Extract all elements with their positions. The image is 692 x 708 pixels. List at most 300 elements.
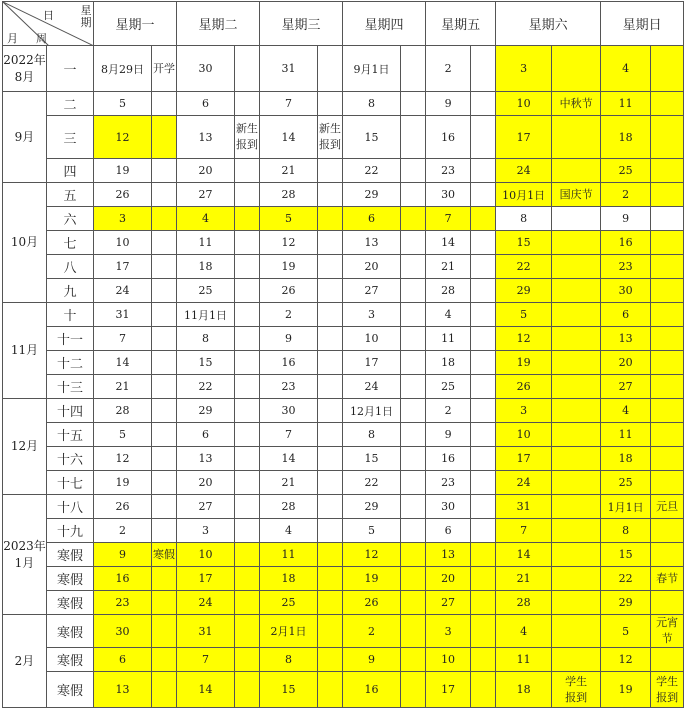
date-cell: 22: [343, 471, 401, 495]
date-cell: 2: [94, 519, 152, 543]
date-cell: 12: [601, 648, 651, 672]
note-cell: [318, 183, 343, 207]
week-number: 十三: [47, 375, 94, 399]
date-cell: 8: [601, 519, 651, 543]
date-cell: 5: [94, 423, 152, 447]
note-cell: [401, 399, 426, 423]
date-cell: 18: [260, 567, 318, 591]
date-cell: 5: [260, 207, 318, 231]
note-cell: [401, 567, 426, 591]
calendar-body: [3, 46, 684, 708]
note-cell: [152, 207, 177, 231]
date-cell: 13: [177, 116, 235, 159]
note-cell: [318, 591, 343, 615]
date-cell: 4: [426, 303, 471, 327]
note-cell: [235, 159, 260, 183]
note-cell: [235, 648, 260, 672]
date-cell: 8: [260, 648, 318, 672]
date-cell: 16: [343, 672, 401, 708]
note-cell: 中秋节: [552, 92, 601, 116]
week-row: [3, 648, 684, 672]
note-cell: [552, 543, 601, 567]
note-cell: [401, 327, 426, 351]
date-cell: 13: [177, 447, 235, 471]
note-cell: [152, 567, 177, 591]
week-row: [3, 207, 684, 231]
note-cell: [651, 519, 684, 543]
date-cell: 22: [177, 375, 235, 399]
note-cell: [401, 231, 426, 255]
note-cell: [471, 399, 496, 423]
date-cell: 30: [94, 615, 152, 648]
note-cell: [651, 207, 684, 231]
note-cell: [471, 672, 496, 708]
note-cell: [318, 543, 343, 567]
note-cell: [152, 648, 177, 672]
week-row: [3, 399, 684, 423]
date-cell: 9: [601, 207, 651, 231]
month-label: 2023年 1月: [3, 495, 47, 615]
date-cell: 19: [601, 672, 651, 708]
date-cell: 16: [94, 567, 152, 591]
note-cell: [152, 303, 177, 327]
date-cell: 18: [601, 116, 651, 159]
date-cell: 7: [426, 207, 471, 231]
date-cell: 14: [260, 447, 318, 471]
date-cell: 20: [177, 471, 235, 495]
date-cell: 20: [601, 351, 651, 375]
date-cell: 28: [260, 183, 318, 207]
note-cell: [471, 159, 496, 183]
note-cell: [235, 255, 260, 279]
note-cell: [471, 375, 496, 399]
note-cell: [318, 255, 343, 279]
week-number: 寒假: [47, 615, 94, 648]
date-cell: 3: [496, 46, 552, 92]
month-label: 2022年 8月: [3, 46, 47, 92]
date-cell: 11: [260, 543, 318, 567]
note-cell: [552, 519, 601, 543]
note-cell: [651, 447, 684, 471]
date-cell: 15: [343, 116, 401, 159]
date-cell: 9: [260, 327, 318, 351]
note-cell: [318, 672, 343, 708]
date-cell: 6: [177, 92, 235, 116]
date-cell: 9: [426, 92, 471, 116]
date-cell: 21: [260, 159, 318, 183]
date-cell: 12: [260, 231, 318, 255]
note-cell: [401, 159, 426, 183]
note-cell: [152, 495, 177, 519]
note-cell: [471, 92, 496, 116]
note-cell: [235, 543, 260, 567]
date-cell: 12: [496, 327, 552, 351]
note-cell: [152, 423, 177, 447]
week-row: [3, 303, 684, 327]
note-cell: [552, 303, 601, 327]
date-cell: 11: [177, 231, 235, 255]
note-cell: [471, 615, 496, 648]
note-cell: [471, 471, 496, 495]
date-cell: 12月1日: [343, 399, 401, 423]
note-cell: [152, 327, 177, 351]
date-cell: 13: [601, 327, 651, 351]
date-cell: 4: [496, 615, 552, 648]
note-cell: [152, 447, 177, 471]
date-cell: 24: [496, 159, 552, 183]
date-cell: 20: [343, 255, 401, 279]
note-cell: [401, 519, 426, 543]
note-cell: [318, 471, 343, 495]
date-cell: 10: [343, 327, 401, 351]
week-number: 寒假: [47, 567, 94, 591]
date-cell: 28: [94, 399, 152, 423]
note-cell: [401, 672, 426, 708]
note-cell: 国庆节: [552, 183, 601, 207]
date-cell: 11月1日: [177, 303, 235, 327]
note-cell: [152, 231, 177, 255]
note-cell: [552, 471, 601, 495]
week-number: 十二: [47, 351, 94, 375]
date-cell: 6: [177, 423, 235, 447]
header-day: 星期二: [177, 2, 260, 46]
week-number: 十五: [47, 423, 94, 447]
note-cell: [401, 351, 426, 375]
date-cell: 10: [426, 648, 471, 672]
date-cell: 22: [343, 159, 401, 183]
week-number: 十七: [47, 471, 94, 495]
note-cell: [318, 615, 343, 648]
corner-header: [3, 2, 94, 46]
week-row: [3, 279, 684, 303]
note-cell: [235, 615, 260, 648]
date-cell: 18: [426, 351, 471, 375]
date-cell: 6: [94, 648, 152, 672]
date-cell: 13: [426, 543, 471, 567]
note-cell: [235, 231, 260, 255]
week-row: [3, 471, 684, 495]
date-cell: 18: [177, 255, 235, 279]
month-label: 2月: [3, 615, 47, 708]
date-cell: 13: [343, 231, 401, 255]
date-cell: 15: [496, 231, 552, 255]
date-cell: 15: [601, 543, 651, 567]
week-number: 寒假: [47, 648, 94, 672]
week-number: 十六: [47, 447, 94, 471]
note-cell: [651, 159, 684, 183]
week-number: 寒假: [47, 672, 94, 708]
date-cell: 23: [426, 471, 471, 495]
note-cell: [651, 399, 684, 423]
header-day: 星期三: [260, 2, 343, 46]
date-cell: 4: [177, 207, 235, 231]
note-cell: [552, 46, 601, 92]
date-cell: 21: [496, 567, 552, 591]
note-cell: [318, 423, 343, 447]
week-number: 寒假: [47, 543, 94, 567]
date-cell: 31: [260, 46, 318, 92]
note-cell: [552, 255, 601, 279]
date-cell: 30: [260, 399, 318, 423]
week-number: 十九: [47, 519, 94, 543]
week-row: [3, 375, 684, 399]
note-cell: [152, 471, 177, 495]
date-cell: 27: [601, 375, 651, 399]
note-cell: [318, 447, 343, 471]
note-cell: [651, 375, 684, 399]
note-cell: [471, 279, 496, 303]
date-cell: 6: [426, 519, 471, 543]
week-row: [3, 46, 684, 92]
date-cell: 9: [343, 648, 401, 672]
note-cell: [401, 495, 426, 519]
note-cell: [552, 231, 601, 255]
note-cell: [552, 159, 601, 183]
note-cell: [318, 231, 343, 255]
week-row: [3, 591, 684, 615]
note-cell: [471, 231, 496, 255]
note-cell: [235, 327, 260, 351]
note-cell: [552, 447, 601, 471]
note-cell: [471, 183, 496, 207]
note-cell: [318, 303, 343, 327]
note-cell: [401, 183, 426, 207]
note-cell: [152, 92, 177, 116]
week-row: [3, 519, 684, 543]
note-cell: [401, 46, 426, 92]
note-cell: [401, 279, 426, 303]
note-cell: [235, 399, 260, 423]
week-row: [3, 116, 684, 159]
date-cell: 4: [260, 519, 318, 543]
date-cell: 12: [343, 543, 401, 567]
week-row: [3, 255, 684, 279]
date-cell: 2: [426, 399, 471, 423]
date-cell: 3: [496, 399, 552, 423]
date-cell: 14: [177, 672, 235, 708]
note-cell: [318, 92, 343, 116]
date-cell: 26: [94, 495, 152, 519]
note-cell: [471, 648, 496, 672]
corner-xingqi-label: 星期: [80, 4, 92, 29]
week-row: [3, 567, 684, 591]
date-cell: 3: [94, 207, 152, 231]
note-cell: [152, 351, 177, 375]
date-cell: 24: [177, 591, 235, 615]
note-cell: 寒假: [152, 543, 177, 567]
month-label: 9月: [3, 92, 47, 183]
note-cell: [235, 207, 260, 231]
note-cell: [471, 303, 496, 327]
note-cell: [401, 615, 426, 648]
note-cell: [471, 207, 496, 231]
week-number: 四: [47, 159, 94, 183]
note-cell: [471, 351, 496, 375]
week-row: [3, 672, 684, 708]
header-day: 星期日: [601, 2, 684, 46]
note-cell: [471, 543, 496, 567]
note-cell: [401, 648, 426, 672]
date-cell: 2: [343, 615, 401, 648]
note-cell: [552, 567, 601, 591]
date-cell: 11: [426, 327, 471, 351]
note-cell: [152, 279, 177, 303]
date-cell: 17: [426, 672, 471, 708]
date-cell: 25: [260, 591, 318, 615]
month-label: 10月: [3, 183, 47, 303]
note-cell: [401, 375, 426, 399]
week-number: 二: [47, 92, 94, 116]
week-row: [3, 543, 684, 567]
note-cell: [318, 375, 343, 399]
note-cell: [651, 255, 684, 279]
date-cell: 23: [260, 375, 318, 399]
week-number: 一: [47, 46, 94, 92]
date-cell: 28: [496, 591, 552, 615]
date-cell: 8: [343, 423, 401, 447]
note-cell: [318, 648, 343, 672]
date-cell: 17: [177, 567, 235, 591]
note-cell: [318, 327, 343, 351]
date-cell: 5: [343, 519, 401, 543]
note-cell: [552, 116, 601, 159]
date-cell: 29: [343, 183, 401, 207]
date-cell: 27: [343, 279, 401, 303]
note-cell: [235, 672, 260, 708]
note-cell: [152, 615, 177, 648]
note-cell: [401, 92, 426, 116]
date-cell: 8: [343, 92, 401, 116]
week-number: 十四: [47, 399, 94, 423]
date-cell: 24: [496, 471, 552, 495]
corner-day-label: 日: [43, 9, 54, 22]
note-cell: [235, 279, 260, 303]
note-cell: [401, 116, 426, 159]
date-cell: 23: [426, 159, 471, 183]
note-cell: [552, 351, 601, 375]
date-cell: 1月1日: [601, 495, 651, 519]
date-cell: 28: [426, 279, 471, 303]
date-cell: 30: [426, 183, 471, 207]
date-cell: 27: [177, 495, 235, 519]
date-cell: 7: [177, 648, 235, 672]
note-cell: [471, 255, 496, 279]
note-cell: [552, 375, 601, 399]
date-cell: 15: [177, 351, 235, 375]
date-cell: 17: [496, 116, 552, 159]
note-cell: [401, 303, 426, 327]
date-cell: 22: [601, 567, 651, 591]
week-row: [3, 183, 684, 207]
date-cell: 19: [496, 351, 552, 375]
date-cell: 9: [426, 423, 471, 447]
week-row: [3, 92, 684, 116]
note-cell: [552, 591, 601, 615]
week-row: [3, 231, 684, 255]
date-cell: 19: [260, 255, 318, 279]
note-cell: [235, 423, 260, 447]
note-cell: [318, 567, 343, 591]
date-cell: 31: [94, 303, 152, 327]
week-number: 寒假: [47, 591, 94, 615]
date-cell: 3: [343, 303, 401, 327]
week-number: 三: [47, 116, 94, 159]
date-cell: 2: [260, 303, 318, 327]
note-cell: [152, 375, 177, 399]
month-label: 11月: [3, 303, 47, 399]
note-cell: [651, 423, 684, 447]
week-number: 八: [47, 255, 94, 279]
date-cell: 26: [260, 279, 318, 303]
week-row: [3, 351, 684, 375]
date-cell: 27: [177, 183, 235, 207]
note-cell: [318, 46, 343, 92]
note-cell: 新生 报到: [235, 116, 260, 159]
note-cell: [318, 351, 343, 375]
week-row: [3, 159, 684, 183]
date-cell: 30: [426, 495, 471, 519]
date-cell: 25: [601, 159, 651, 183]
note-cell: [152, 399, 177, 423]
note-cell: [152, 183, 177, 207]
note-cell: [471, 447, 496, 471]
date-cell: 9月1日: [343, 46, 401, 92]
week-number: 十: [47, 303, 94, 327]
week-number: 九: [47, 279, 94, 303]
date-cell: 31: [496, 495, 552, 519]
date-cell: 14: [260, 116, 318, 159]
note-cell: [651, 92, 684, 116]
date-cell: 21: [260, 471, 318, 495]
date-cell: 26: [343, 591, 401, 615]
date-cell: 27: [426, 591, 471, 615]
date-cell: 7: [260, 92, 318, 116]
date-cell: 16: [260, 351, 318, 375]
note-cell: [235, 519, 260, 543]
note-cell: [235, 375, 260, 399]
week-row: [3, 615, 684, 648]
note-cell: [401, 255, 426, 279]
date-cell: 10: [496, 423, 552, 447]
note-cell: [235, 471, 260, 495]
week-row: [3, 327, 684, 351]
date-cell: 25: [601, 471, 651, 495]
date-cell: 14: [496, 543, 552, 567]
note-cell: [471, 423, 496, 447]
note-cell: [552, 327, 601, 351]
note-cell: [318, 279, 343, 303]
date-cell: 30: [177, 46, 235, 92]
date-cell: 25: [177, 279, 235, 303]
header-row: [3, 2, 684, 46]
date-cell: 5: [94, 92, 152, 116]
week-number: 十八: [47, 495, 94, 519]
week-row: [3, 423, 684, 447]
date-cell: 17: [496, 447, 552, 471]
note-cell: [651, 648, 684, 672]
date-cell: 15: [260, 672, 318, 708]
note-cell: [471, 567, 496, 591]
date-cell: 31: [177, 615, 235, 648]
date-cell: 25: [426, 375, 471, 399]
note-cell: [318, 519, 343, 543]
date-cell: 17: [94, 255, 152, 279]
date-cell: 18: [496, 672, 552, 708]
note-cell: [471, 495, 496, 519]
note-cell: [552, 207, 601, 231]
date-cell: 21: [94, 375, 152, 399]
note-cell: [152, 591, 177, 615]
